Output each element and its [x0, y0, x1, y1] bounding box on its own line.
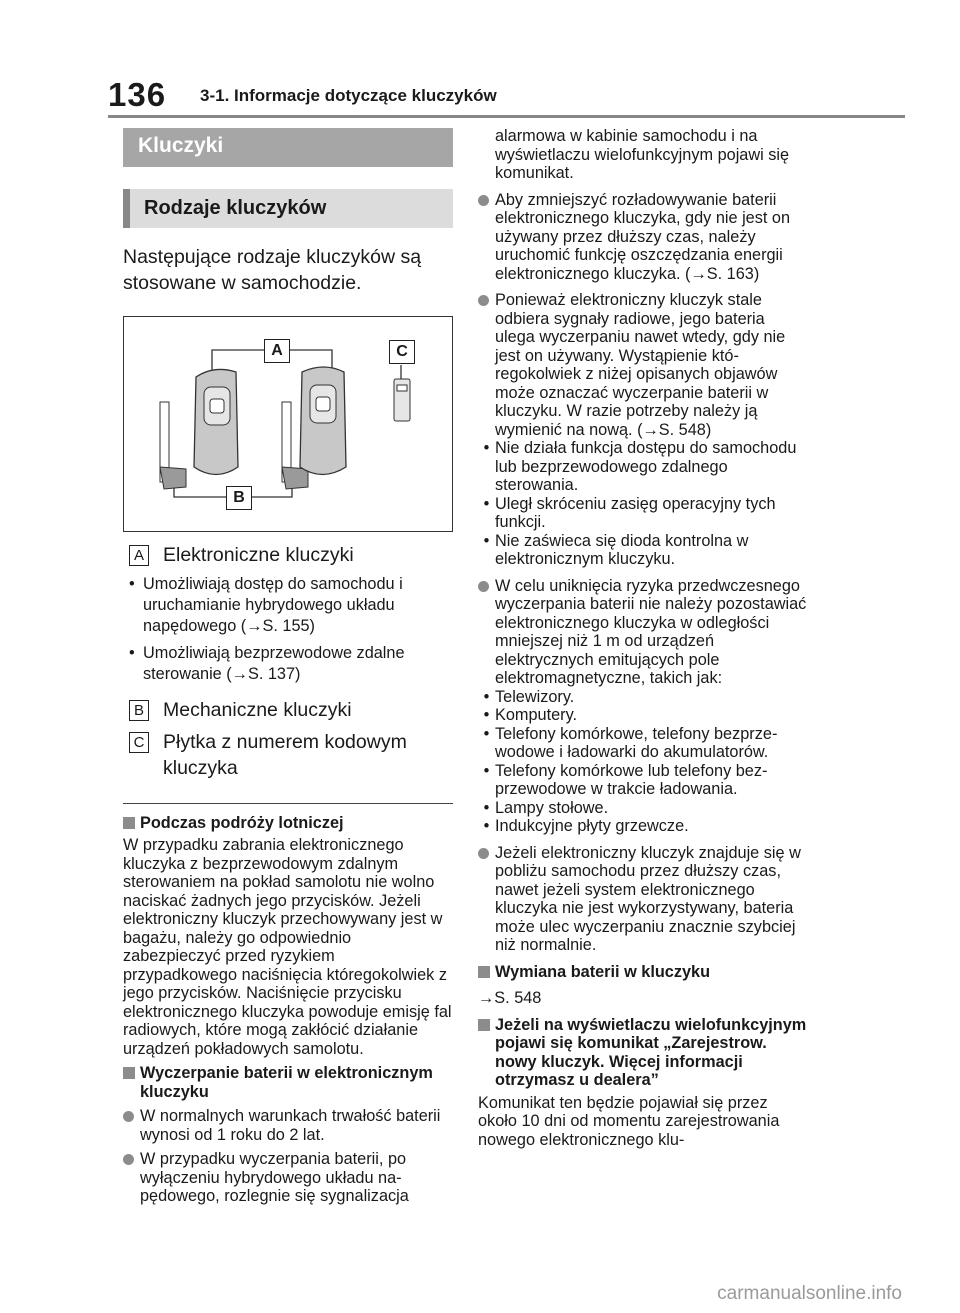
chapter-title: 3-1. Informacje dotyczące kluczyków [200, 86, 497, 105]
right-dot-2-text: Ponieważ elektroniczny kluczyk stale odbiera sygnały radiowe, jego bateria ulega wyczerpaniu nawet wtedy, gdy nie jest on używany. Wystąpienie któregokolwiek z niżej opisanych objawów może oznaczać wyczerpanie baterii w kluczyku. W razie potrzeby należy ją wymienić na nową. (→S. 548) [495, 291, 786, 439]
battery-dot-2-text: W przypadku wyczerpania baterii, po wyłączeniu hybrydowego układu napędowego, rozlegnie się sygnalizacja [140, 1150, 409, 1205]
continuation-text: alarmowa w kabinie samochodu i na wyświetlaczu wielofunkcyjnym pojawi się komunikat. [495, 127, 790, 182]
item-c [123, 729, 453, 781]
figure-label-c: C [389, 340, 415, 364]
round-bullet-icon [123, 1154, 134, 1165]
right-dot-3 [478, 577, 808, 688]
right-dot-1 [478, 191, 808, 284]
symptom-1: • Nie działa funkcja dostępu do samochodu lub bezprzewodowego zdalnego sterowania. [478, 439, 808, 495]
device-5-text: Lampy stołowe. [495, 798, 609, 817]
symptom-2: • Uległ skróceniu zasięg operacyjny tych funkcji. [478, 495, 808, 532]
right-dot-4-text: Jeżeli elektroniczny kluczyk znajduje się w pobliżu samochodu przez dłuższy czas, nawet jeżeli system elektronicznego kluczyka nie jest wykorzystywany, bateria może ulec wyczerpaniu znacznie szybciej niż normalnie. [495, 843, 801, 954]
device-3: • Telefony komórkowe, telefony bezprzewodowe i ładowarki do akumulatorów. [478, 725, 808, 762]
right-dot-3-text: W celu uniknięcia ryzyka przedwczesnego wyczerpania baterii nie należy pozostawiać elektronicznego kluczyka w odległości mniejszej niż 1 m od urządzeń elektrycznych emitujących pole elektromagnetyczne, takich jak: [495, 576, 807, 687]
device-3-text: Telefony komórkowe, telefony bezprzewodowe i ładowarki do akumulatorów. [495, 724, 778, 761]
keys-figure [123, 316, 453, 532]
travel-heading [123, 814, 453, 833]
watermark: carmanualsonline.info [717, 1283, 902, 1304]
right-dot-1-text: Aby zmniejszyć rozładowywanie baterii elektronicznego kluczyka, gdy nie jest on używany przez dłuższy czas, należy uruchomić funkcję oszczędzania energii elektronicznego kluczyka. (→S. 163) [495, 190, 791, 283]
left-column [123, 128, 453, 1206]
bullet-a-1-text: Umożliwiają dostęp do samochodu i uruchamianie hybrydowego układu napędowego (→S. 155) [143, 574, 403, 635]
battery-dot-1-text: W normalnych warunkach trwałość baterii wynosi od 1 roku do 2 lat. [140, 1107, 441, 1144]
header-rule [108, 115, 905, 118]
square-bullet-icon [478, 966, 490, 978]
figure-label-a: A [264, 339, 290, 363]
item-c-text: Płytka z numerem kodowym kluczyka [163, 730, 407, 779]
symptom-3: • Nie zaświeca się dioda kontrolna w elektronicznym kluczyku. [478, 532, 808, 569]
round-bullet-icon [478, 195, 489, 206]
item-a-text: Elektroniczne kluczyki [163, 543, 354, 566]
symptom-3-text: Nie zaświeca się dioda kontrolna w elektronicznym kluczyku. [495, 531, 749, 568]
square-bullet-icon [123, 1067, 135, 1079]
square-bullet-icon [478, 1019, 490, 1031]
right-column [478, 127, 808, 1149]
intro-text: Następujące rodzaje kluczyków są stosowane w samochodzie. [123, 245, 422, 294]
item-a [123, 542, 453, 568]
battery-dot-2 [123, 1150, 453, 1206]
item-c-letter: C [129, 732, 149, 753]
device-6: • Indukcyjne płyty grzewcze. [483, 817, 689, 835]
symptom-1-text: Nie działa funkcja dostępu do samochodu lub bezprzewodowego zdalnego sterowania. [495, 439, 797, 494]
battery-heading [123, 1064, 453, 1101]
device-4-text: Telefony komórkowe lub telefony bezprzewodowe w trakcie ładowania. [495, 761, 768, 798]
item-b-letter: B [129, 700, 149, 721]
battery-heading-text: Wyczerpanie baterii w elektronicznym kluczyku [140, 1064, 433, 1101]
message-text: Komunikat ten będzie pojawiał się przez około 10 dni od momentu zarejestrowania nowego elektronicznego klu- [478, 1093, 780, 1149]
travel-text: W przypadku zabrania elektronicznego kluczyka z bezprzewodowym zdalnym sterowaniem na pokład samolotu nie wolno naciskać żadnych jego przycisków. Jeżeli elektroniczny kluczyk przechowywany jest w bagażu, należy go odpowiednio zabezpieczyć przed ryzykiem przypadkowego naciśnięcia któregokolwiek z jego przycisków. Naciśnięcie przycisku elektronicznego kluczyka powoduje emisję fal radiowych, które mogą zakłócić działanie urządzeń pokładowych samolotu. [123, 836, 452, 1058]
right-dot-2 [478, 291, 808, 439]
item-b-text: Mechaniczne kluczyki [163, 698, 352, 721]
subsection-title: Rodzaje kluczyków [123, 189, 453, 228]
replace-heading [478, 963, 808, 982]
device-1-text: Telewizory. [495, 687, 575, 706]
item-b [123, 697, 453, 723]
bullet-a-2: • Umożliwiają bezprzewodowe zdalne sterowanie (→S. 137) [123, 643, 453, 685]
section-title: Kluczyki [123, 128, 453, 167]
replace-heading-text: Wymiana baterii w kluczyku [495, 962, 711, 981]
round-bullet-icon [123, 1111, 134, 1122]
round-bullet-icon [478, 848, 489, 859]
device-2: • Komputery. [483, 706, 578, 724]
figure-label-b: B [226, 486, 252, 510]
bullet-a-2-text: Umożliwiają bezprzewodowe zdalne sterowanie (→S. 137) [143, 643, 405, 683]
round-bullet-icon [478, 295, 489, 306]
battery-dot-1 [123, 1107, 453, 1144]
device-6-text: Indukcyjne płyty grzewcze. [495, 817, 689, 835]
right-dot-4 [478, 844, 808, 955]
round-bullet-icon [478, 581, 489, 592]
travel-heading-text: Podczas podróży lotniczej [140, 813, 344, 832]
bullet-a-1: • Umożliwiają dostęp do samochodu i uruchamianie hybrydowego układu napędowego (→S. 155) [123, 574, 453, 637]
section-separator [123, 803, 453, 804]
device-1: • Telewizory. [483, 687, 575, 706]
symptom-2-text: Uległ skróceniu zasięg operacyjny tych funkcji. [495, 494, 776, 531]
square-bullet-icon [123, 817, 135, 829]
device-5: • Lampy stołowe. [483, 798, 609, 817]
message-heading-text: Jeżeli na wyświetlaczu wielofunkcyjnym pojawi się komunikat „Zarejestrow. nowy kluczyk. Więcej informacji otrzymasz u dealera” [495, 1015, 807, 1089]
page-number: 136 [108, 76, 167, 113]
item-a-letter: A [129, 545, 149, 566]
replace-ref: →S. 548 [478, 989, 542, 1007]
message-heading [478, 1016, 808, 1090]
device-4: • Telefony komórkowe lub telefony bezprzewodowe w trakcie ładowania. [478, 762, 808, 799]
device-2-text: Komputery. [495, 706, 578, 724]
